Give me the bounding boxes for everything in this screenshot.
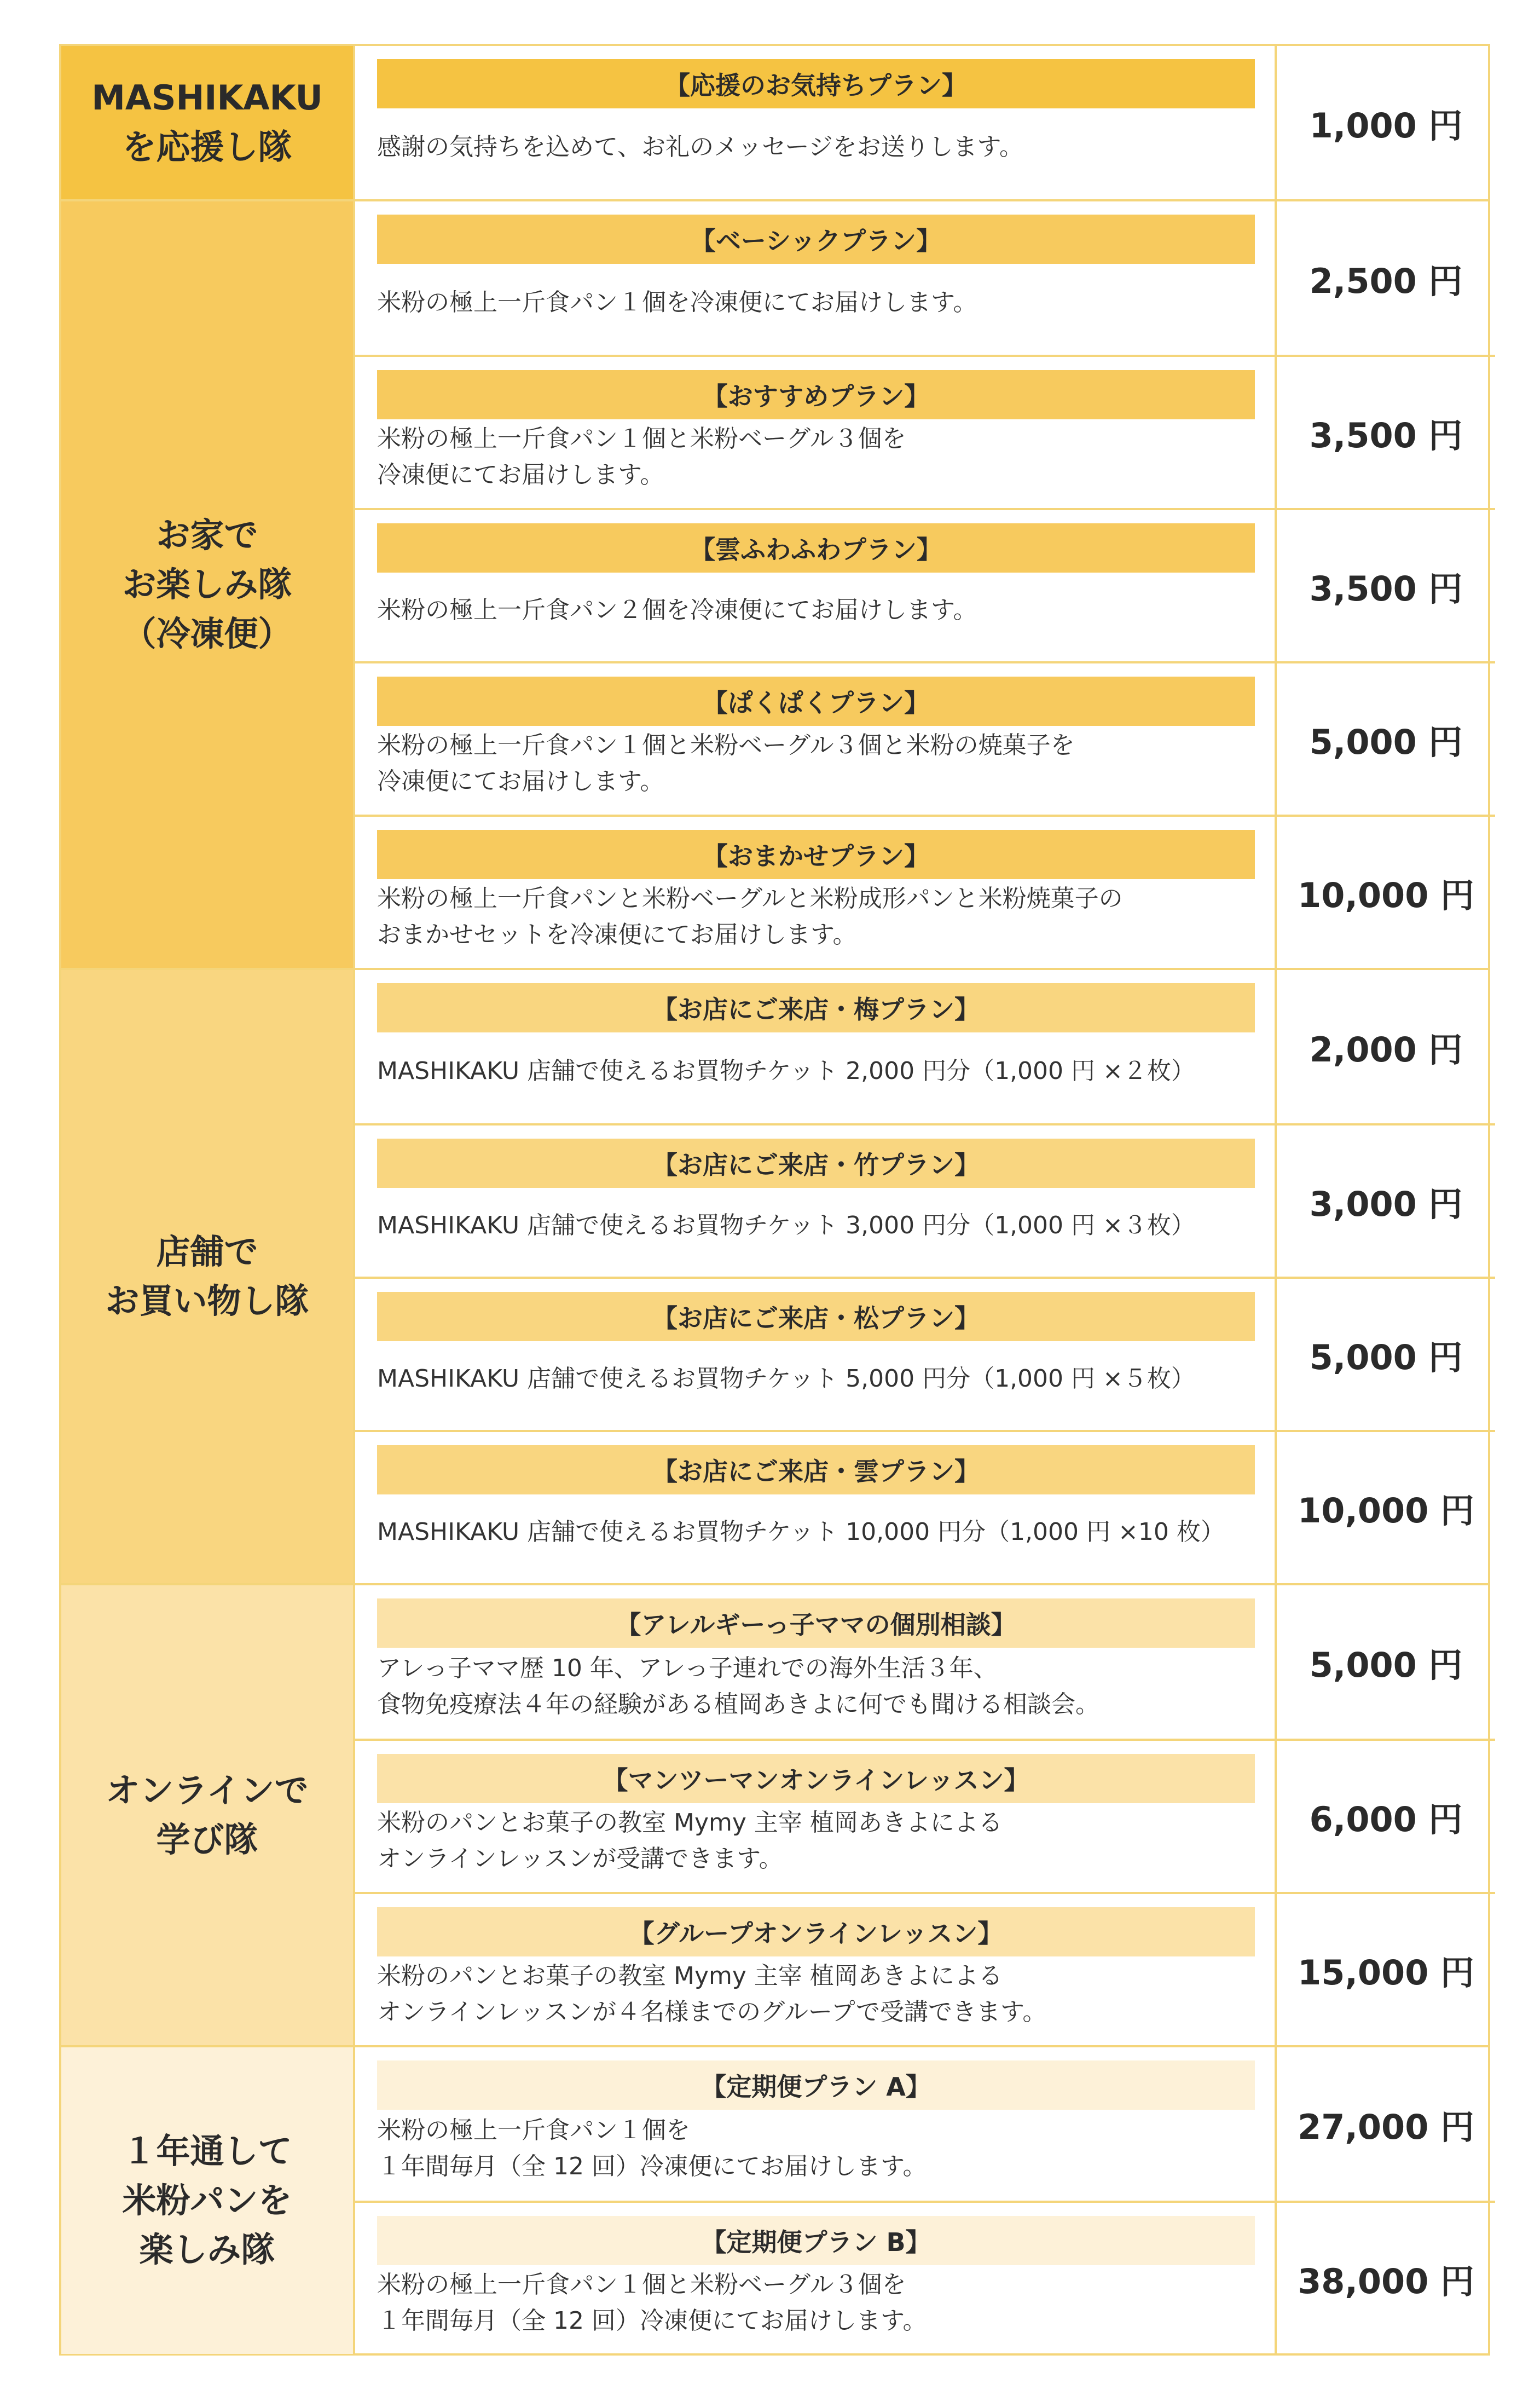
plan-description — [377, 1956, 1255, 2045]
plan-row — [355, 508, 1495, 661]
plan-description-cell — [355, 1432, 1277, 1583]
category-line: MASHIKAKU — [91, 78, 323, 118]
plan-price: 5,000 円 — [1309, 1337, 1463, 1377]
plan-description-cell — [355, 357, 1277, 508]
plan-description-line: 米粉の極上一斤食パン１個と米粉ベーグル３個と米粉の焼菓子を — [377, 731, 1075, 759]
category-line: （冷凍便） — [122, 614, 292, 654]
plan-price: 3,500 円 — [1309, 415, 1463, 455]
plan-row — [355, 1123, 1495, 1277]
plan-description-cell — [355, 510, 1277, 661]
plan-description-line: オンラインレッスンが受講できます。 — [377, 1845, 783, 1873]
plan-title: 【マンツーマンオンラインレッスン】 — [377, 1754, 1255, 1803]
plan-row — [355, 1892, 1495, 2045]
plan-title: 【定期便プラン A】 — [377, 2060, 1255, 2110]
plan-title: 【お店にご来店・雲プラン】 — [377, 1445, 1255, 1494]
plan-description — [377, 264, 1255, 355]
plan-description-line: 食物免疫療法４年の経験がある植岡あきよに何でも聞ける相談会。 — [377, 1690, 1099, 1718]
plan-title: 【雲ふわふわプラン】 — [377, 523, 1255, 573]
plan-description-line: 米粉のパンとお菓子の教室 Mymy 主宰 植岡あきよによる — [377, 1962, 1003, 1990]
plan-price: 3,000 円 — [1309, 1184, 1463, 1224]
plan-price: 5,000 円 — [1309, 721, 1463, 762]
plan-row — [355, 1739, 1495, 1892]
plan-group — [61, 1583, 1488, 2045]
plan-description-line: 米粉の極上一斤食パン１個を — [377, 2116, 690, 2144]
plan-row — [355, 2201, 1495, 2354]
plan-description-cell — [355, 2203, 1277, 2354]
plan-title: 【グループオンラインレッスン】 — [377, 1907, 1255, 1956]
plan-description-line: 感謝の気持ちを込めて、お礼のメッセージをお送りします。 — [377, 133, 1023, 161]
plan-group — [61, 46, 1488, 199]
plan-description — [377, 1341, 1255, 1430]
plan-price: 15,000 円 — [1298, 1952, 1474, 1993]
category-line: 楽しみ隊 — [139, 2230, 275, 2270]
plan-description-cell — [355, 817, 1277, 968]
plan-description-line: 冷凍便にてお届けします。 — [377, 461, 664, 489]
plan-title: 【おすすめプラン】 — [377, 370, 1255, 419]
plan-row — [355, 355, 1495, 508]
plan-description-line: 冷凍便にてお届けします。 — [377, 767, 664, 795]
plan-description — [377, 1803, 1255, 1892]
category-label — [61, 46, 355, 199]
plan-description-line: MASHIKAKU 店舗で使えるお買物チケット 5,000 円分（1,000 円 ×５枚） — [377, 1365, 1195, 1393]
plan-group — [61, 199, 1488, 968]
plan-price: 27,000 円 — [1298, 2106, 1474, 2147]
plan-description-cell — [355, 1585, 1277, 1739]
plan-title: 【おまかせプラン】 — [377, 830, 1255, 879]
plan-description-cell — [355, 663, 1277, 815]
plan-row — [355, 815, 1495, 968]
plan-description-cell — [355, 46, 1277, 199]
plan-description-cell — [355, 1894, 1277, 2045]
plan-description-line: 米粉の極上一斤食パン１個と米粉ベーグル３個を — [377, 425, 906, 453]
plan-description-line: １年間毎月（全 12 回）冷凍便にてお届けします。 — [377, 2307, 927, 2335]
plan-description-line: １年間毎月（全 12 回）冷凍便にてお届けします。 — [377, 2152, 927, 2180]
plan-description — [377, 1494, 1255, 1583]
category-line: 店舗で — [156, 1232, 258, 1272]
plan-description-cell — [355, 1279, 1277, 1430]
plan-description-cell — [355, 1741, 1277, 1892]
plan-price: 3,500 円 — [1309, 568, 1463, 609]
plan-price: 10,000 円 — [1298, 1490, 1474, 1531]
plan-price: 5,000 円 — [1309, 1644, 1463, 1685]
plan-description — [377, 2110, 1255, 2201]
plan-price: 2,500 円 — [1309, 261, 1463, 301]
plan-row — [355, 46, 1495, 199]
plan-description-cell — [355, 201, 1277, 355]
category-line: 米粉パンを — [122, 2180, 292, 2220]
category-line: を応援し隊 — [122, 127, 292, 167]
plan-title: 【ベーシックプラン】 — [377, 215, 1255, 264]
plan-title: 【ぱくぱくプラン】 — [377, 677, 1255, 726]
plan-description — [377, 1188, 1255, 1277]
plan-title: 【応援のお気持ちプラン】 — [377, 59, 1255, 108]
plan-group — [61, 968, 1488, 1583]
plan-title: 【お店にご来店・梅プラン】 — [377, 983, 1255, 1032]
category-label — [61, 201, 355, 968]
plan-row — [355, 1585, 1495, 1739]
plan-description — [377, 419, 1255, 508]
plan-description-cell — [355, 2047, 1277, 2201]
plan-description-line: MASHIKAKU 店舗で使えるお買物チケット 10,000 円分（1,000 円 ×10 枚） — [377, 1518, 1225, 1546]
plan-description-line: 米粉の極上一斤食パン２個を冷凍便にてお届けします。 — [377, 596, 977, 624]
category-label — [61, 970, 355, 1583]
category-line: オンラインで — [106, 1770, 309, 1810]
plan-row — [355, 661, 1495, 815]
plan-row — [355, 2047, 1495, 2201]
category-label — [61, 1585, 355, 2045]
plan-description-cell — [355, 970, 1277, 1123]
plan-description-line: MASHIKAKU 店舗で使えるお買物チケット 3,000 円分（1,000 円 ×３枚） — [377, 1211, 1195, 1239]
plan-description — [377, 573, 1255, 661]
plan-description — [377, 879, 1255, 968]
category-line: お家で — [156, 515, 258, 555]
pricing-table — [59, 44, 1490, 2356]
plan-description-line: アレっ子ママ歴 10 年、アレっ子連れでの海外生活３年、 — [377, 1654, 998, 1682]
plan-row — [355, 201, 1495, 355]
plan-price: 1,000 円 — [1309, 105, 1463, 146]
plan-title: 【お店にご来店・竹プラン】 — [377, 1139, 1255, 1188]
plan-title: 【お店にご来店・松プラン】 — [377, 1292, 1255, 1341]
plan-row — [355, 1277, 1495, 1430]
category-label — [61, 2047, 355, 2354]
plan-description — [377, 1648, 1255, 1739]
category-line: お楽しみ隊 — [122, 564, 292, 604]
category-line: 学び隊 — [156, 1820, 258, 1860]
plan-description-cell — [355, 1125, 1277, 1277]
plan-price: 2,000 円 — [1309, 1029, 1463, 1070]
plan-description — [377, 726, 1255, 815]
plan-row — [355, 970, 1495, 1123]
plan-price: 38,000 円 — [1298, 2261, 1474, 2301]
plan-description-line: 米粉のパンとお菓子の教室 Mymy 主宰 植岡あきよによる — [377, 1809, 1003, 1837]
plan-price: 6,000 円 — [1309, 1799, 1463, 1839]
plan-description — [377, 2265, 1255, 2354]
category-line: １年通して — [122, 2131, 292, 2171]
plan-description-line: 米粉の極上一斤食パン１個を冷凍便にてお届けします。 — [377, 288, 977, 316]
plan-description — [377, 1032, 1255, 1123]
plan-price: 10,000 円 — [1298, 875, 1474, 915]
plan-description-line: 米粉の極上一斤食パン１個と米粉ベーグル３個を — [377, 2271, 906, 2299]
plan-group — [61, 2045, 1488, 2354]
plan-description-line: オンラインレッスンが４名様までのグループで受講できます。 — [377, 1998, 1047, 2026]
plan-description-line: MASHIKAKU 店舗で使えるお買物チケット 2,000 円分（1,000 円 ×２枚） — [377, 1057, 1195, 1085]
plan-description-line: おまかせセットを冷凍便にてお届けします。 — [377, 921, 857, 949]
plan-title: 【定期便プラン B】 — [377, 2216, 1255, 2265]
category-line: お買い物し隊 — [105, 1281, 309, 1321]
plan-row — [355, 1430, 1495, 1583]
plan-description — [377, 108, 1255, 199]
plan-title: 【アレルギーっ子ママの個別相談】 — [377, 1598, 1255, 1648]
plan-description-line: 米粉の極上一斤食パンと米粉ベーグルと米粉成形パンと米粉焼菓子の — [377, 885, 1123, 913]
